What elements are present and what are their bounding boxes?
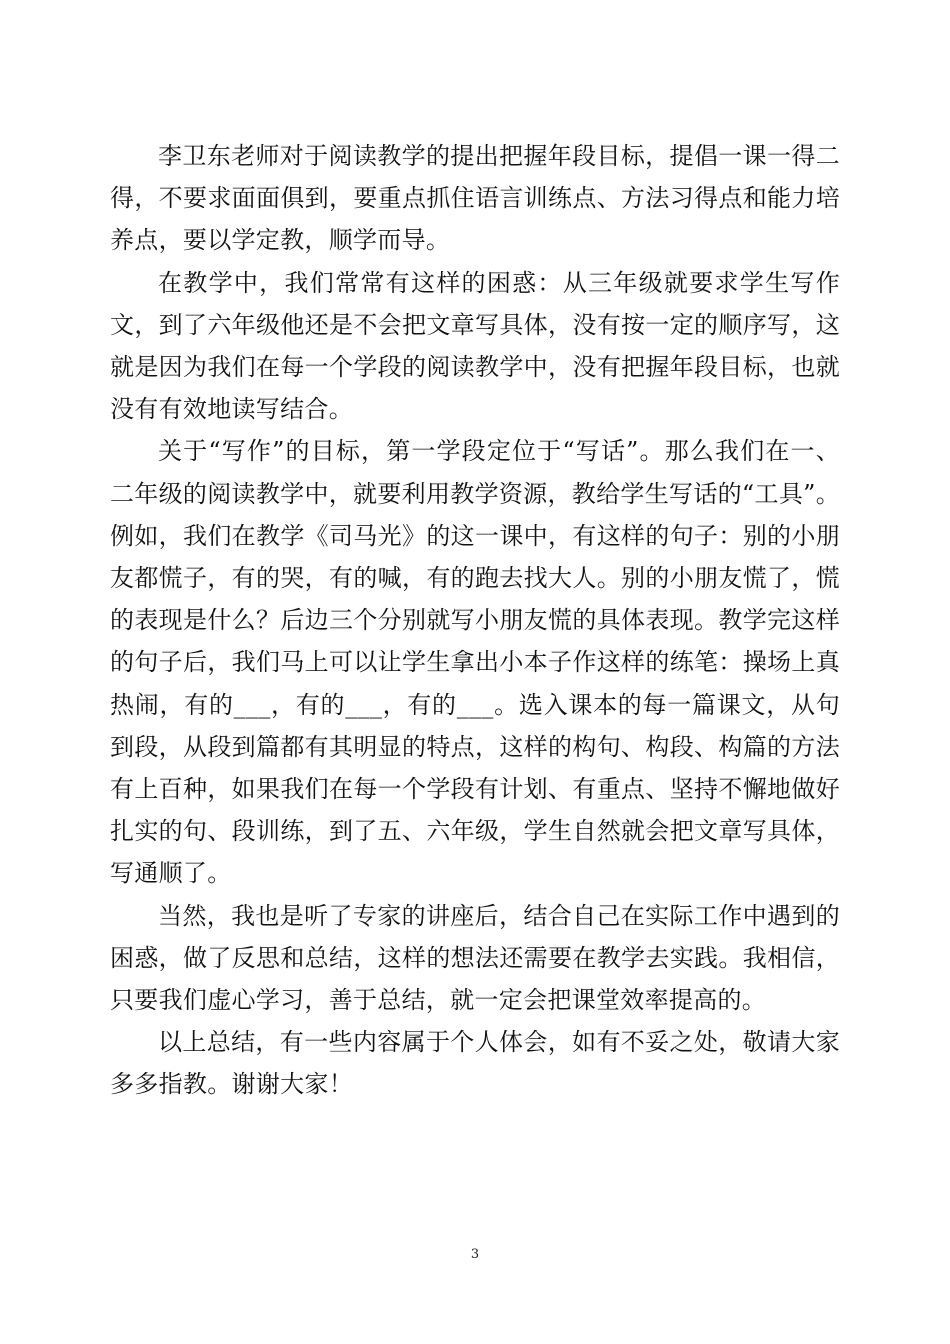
paragraph-3: 关于“写作”的目标，第一学段定位于“写话”。那么我们在一、二年级的阅读教学中，就要利用教学资源，教给学生写话的“工具”。例如，我们在教学《司马光》的这一课中，有这样的句子：别的小朋友都慌子，有的哭，有的喊，有的跑去找大人。别的小朋友慌了，慌的表现是什么？后边三个分别就写小朋友慌的具体表现。教学完这样的句子后，我们马上可以让学生拿出小本子作这样的练笔：操场上真热闹，有的___，有的___，有的___。选入课本的每一篇课文，从句到段，从段到篇都有其明显的特点，这样的构句、构段、构篇的方法有上百种，如果我们在每一个学段有计划、有重点、坚持不懈地做好扎实的句、段训练，到了五、六年级，学生自然就会把文章写具体，写通顺了。: [110, 437, 840, 888]
paragraph-1: 李卫东老师对于阅读教学的提出把握年段目标，提倡一课一得二得，不要求面面俱到，要重点抓住语言训练点、方法习得点和能力培养点，要以学定教，顺学而导。: [110, 142, 840, 255]
paragraph-4: 当然，我也是听了专家的讲座后，结合自己在实际工作中遇到的困惑，做了反思和总结，这样的想法还需要在教学去实践。我相信，只要我们虚心学习，善于总结，就一定会把课堂效率提高的。: [110, 901, 840, 1015]
page-number: 3: [470, 1247, 480, 1262]
paragraph-5: 以上总结，有一些内容属于个人体会，如有不妥之处，敬请大家多多指教。谢谢大家！: [110, 1028, 840, 1099]
document-body: [110, 135, 840, 1106]
paragraph-2: 在教学中，我们常常有这样的困惑：从三年级就要求学生写作文，到了六年级他还是不会把文章写具体，没有按一定的顺序写，这就是因为我们在每一个学段的阅读教学中，没有把握年段目标，也就没有有效地读写结合。: [110, 268, 840, 424]
